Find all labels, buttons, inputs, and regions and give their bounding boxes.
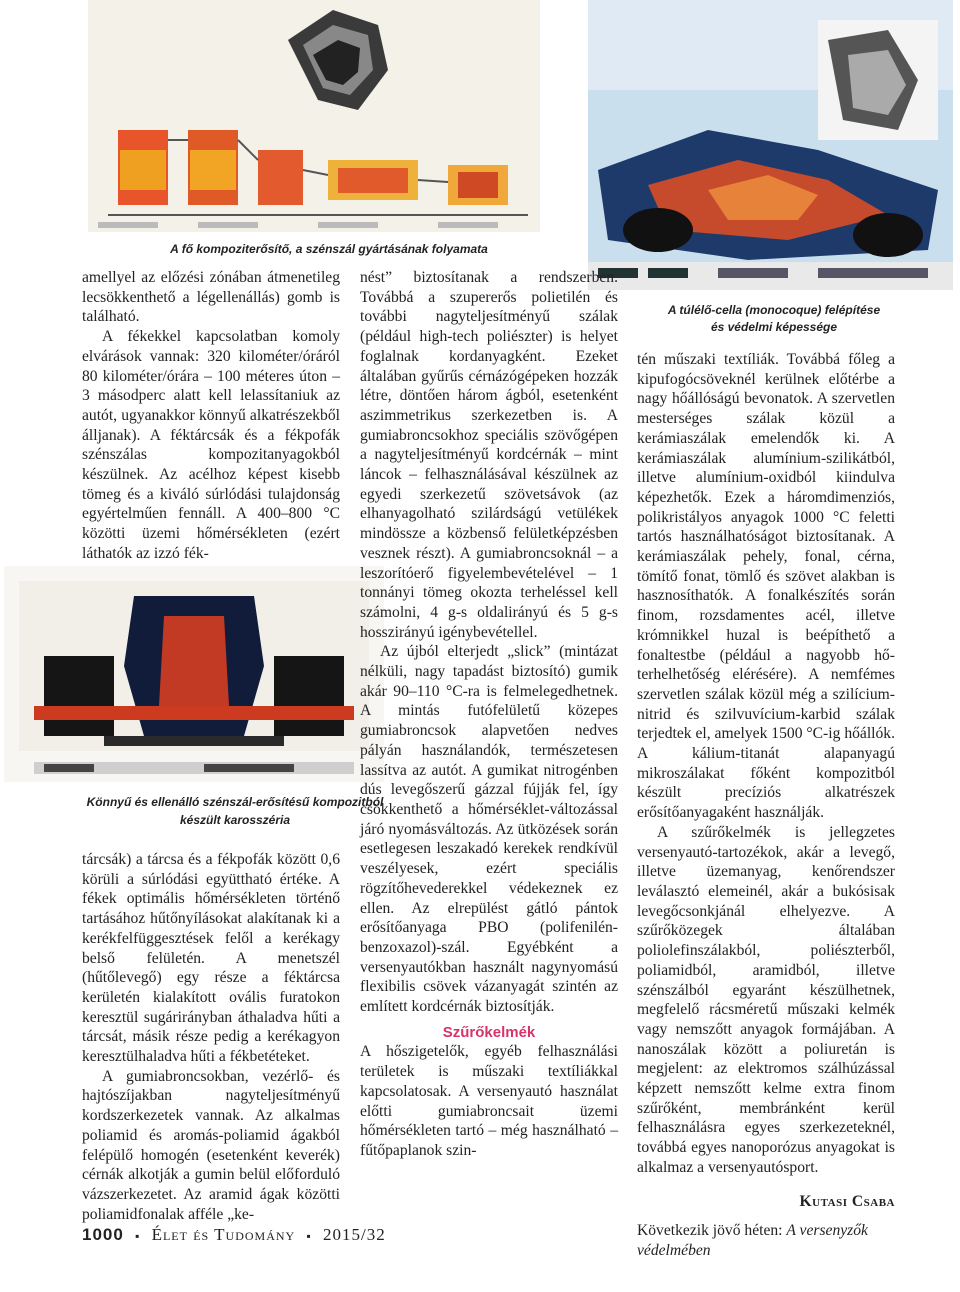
column-3 <box>637 350 895 1261</box>
caption-carbon-body-line1: Könnyű és ellenálló szénszál-erősítésű kompozitból <box>86 795 384 809</box>
paragraph: nést” biztosítanak a rendszerben. Továbbá a szupererős polietilén és további nagyteljesítményű szálak (például high-tech poliészter) is helyet foglalnak kordanyagként. Ezeket általában gyűrűs cérnázógépeken hozzák létre, döntően három ágból, esetenként aszimmetrikus szerkezetben is. A gumiabroncsokhoz speciális szövőgépen a nagyteljesítményű kordcérnák – mint láncok – felhasználásával készülnek az egyedi szerkezetű szövetsávok (az elhanyagolható szilárdságú vetülékek mindössze a közbenső felületképzésben vesznek részt). A gumiabroncsoknál – a leszorítóerő figyelembevételével – 1 tonnányi tömeg okozta terheléssel kell számolni, 4 g-s oldalirányú és 5 g-s hosszirányú igénybevétellel. <box>360 269 618 641</box>
caption-process: A fő kompoziterősítő, a szénszál gyártásának folyamata <box>170 242 488 256</box>
next-week-teaser <box>637 1221 895 1260</box>
next-week-title: A versenyzők védelmében <box>637 1222 868 1259</box>
process-graphic <box>88 0 540 232</box>
caption-carbon-body-line2: készült karosszéria <box>179 813 291 827</box>
page-number: 1000 <box>82 1225 124 1244</box>
author: Kutasi Csaba <box>799 1192 895 1210</box>
column-2 <box>360 268 618 1161</box>
issue-number: 2015/32 <box>322 1225 386 1244</box>
column-1-bottom <box>82 850 340 1224</box>
paragraph: A fékekkel kapcsolatban komoly elvárások vannak: 320 kilométer/óráról 80 kilométer/órára – 100 méteres úton – 3 másodperc alatt kell lelassítaniuk az autót, ugyanakkor könnyű alkatrészekből álljanak). A féktárcsák és a fékpofák szénszálas kompozitanyagokból készülnek. Az acélhoz képest kisebb tömeg és a kiváló súrlódási tulajdonság egyértelműen fennáll. A 400–800 °C közötti üzemi hőmérsékleten (ezért láthatók az izzó fék- <box>82 328 340 562</box>
paragraph: Az újból elterjedt „slick” (mintázat nélküli, nagy tapadást biztosító) gumik akár 90–110 °C-ra is felmelegedhetnek. A mintás futófelületű közepes gumiabroncsok alapvetően nedves pályán használandók, természetesen lassítva az autót. A gumikat nitrogénben dús levegőszerű gázzal fújják fel, így csökkenthető a hőmérséklet-változással járó nyomásváltozás. Az ütközések során esetlegesen leszakadó kerekek rendkívül veszélyesek, ezért speciális rögzítőhevederekkel védekeznek ez ellen. Az elrepülést gátló pántok erősítőanyaga PBO (polifenilén-benzoxazol)-szál. Egyébként a versenyautókban használt nagynyomású flexibilis csövek vázanyagát szintén az említett kordcérnák biztosítják. <box>360 643 618 1016</box>
caption-monocoque-line1: A túlélő-cella (monocoque) felépítése <box>667 303 881 317</box>
paragraph: A szűrőkelmék is jellegzetes versenyautó-tartozékok, akár a levegő, illetve üzemanyag, kenőrendszer leválasztó elemeinél, akár a bukósisak levegőcsonkjánál elhelyezve. A szűrőközegek általában poliolefinszálakból, poliészterből, poliamidból, aramidból, illetve szénszálból egyaránt készülhetnek, megfelelő rácsméretű műszaki kelmék vagy nemszőtt anyagok formájában. A nanoszálak között a poliuretán is megjelent: az elektromos szálhúzással képzett nemszőtt kelme extra finom szűrőként, membránként kerül felhasználásra egyes szerkezeteknél, továbbá egyes nanoporózus anyagokat is alkalmaz a versenyautósport. <box>637 823 895 1176</box>
caption-carbon-body <box>82 793 388 829</box>
magazine-name: Élet és Tudomány <box>151 1225 296 1244</box>
carbon-fiber-process-image <box>88 0 540 232</box>
section-heading-filters: Szűrőkelmék <box>442 1023 536 1041</box>
carbon-body-car-image <box>4 566 384 782</box>
paragraph: A hőszigetelők, egyéb felhasználási területek is műszaki textíliákkal kapcsolatosak. A versenyautó használat előtti gumiabroncsait üzemi hőmérsékleten tartó – még használható – fűtőpaplanok szin- <box>360 1043 618 1159</box>
page-footer <box>82 1225 386 1245</box>
footer-separator: ▪ <box>135 1229 141 1243</box>
caption-monocoque <box>588 302 960 336</box>
caption-monocoque-line2: és védelmi képessége <box>710 320 838 334</box>
paragraph: amellyel az előzési zónában átmenetileg lecsökkenthető a légellenállás) gomb is található. <box>82 269 340 326</box>
footer-separator: ▪ <box>306 1229 312 1243</box>
monocoque-image <box>588 0 953 290</box>
next-week-prefix: Következik jövő héten: <box>637 1222 787 1240</box>
paragraph: A gumiabroncsokban, vezérlő- és hajtószíjakban nagyteljesítményű kordszerkezetek vannak. Az alkalmas poliamid és aromás-poliamid ágakból felépülő homogén (esetenként keverék) cérnák alkotják a gumin belül előforduló vázszerkezetet. Az aramid ágak közötti poliamidfonalak afféle „ke- <box>82 1067 340 1223</box>
column-1-top <box>82 268 340 564</box>
monocoque-graphic <box>588 0 953 290</box>
paragraph: tén műszaki textíliák. Továbbá főleg a kipufogócsöveknél kerülnek előtérbe a nagy hőállóságú bevonatok. A szervetlen mesterséges szálak közül a kerámiaszálak emelendők ki. A kerámiaszálak alumínium-szilikátból, illetve alumínium-oxidból kiindulva képezhetők. Ezek a háromdimenziós, polikristályos anyagok 1000 °C feletti tartós használhatóságot biztosítanak. A kerámiaszálak pehely, fonal, cérna, tömítő fonat, tömlő és szövet alakban is hasznosíthatók. A fonalkészítés során finom, rozsdamentes acél, illetve krómnikkel huzal is beépíthető a fonaltestbe (például a nagyobb hő-terhelhetőség elérésére). A nemfémes szervetlen szálak közül még a szilícium-nitrid és szilvuvícium-karbid szálak terjedtek el, amelyek 1500 °C-ig hőállók. A kálium-titanát alapanyagú mikroszálakat főként kompozitból készült precíziós alkatrészek erősítőanyagaként használják. <box>637 351 895 822</box>
car-graphic <box>4 566 384 782</box>
paragraph: tárcsák) a tárcsa és a fékpofák között 0,6 körüli a súrlódási együttható értéke. A fékek optimális hőmérsékleten történő tartásához hűtőnyílásokat alakítanak ki a kerékfelfüggesztések felől a kerékagy belső felületén. A menetszél (hűtőlevegő) egy része a féktárcsa kerületén kialakított ovális furatokon keresztül sugárirányban áthaladva hűti a tárcsát, másik része pedig a kerékagyon keresztülhaladva hűti a fékbetéteket. <box>82 851 340 1066</box>
